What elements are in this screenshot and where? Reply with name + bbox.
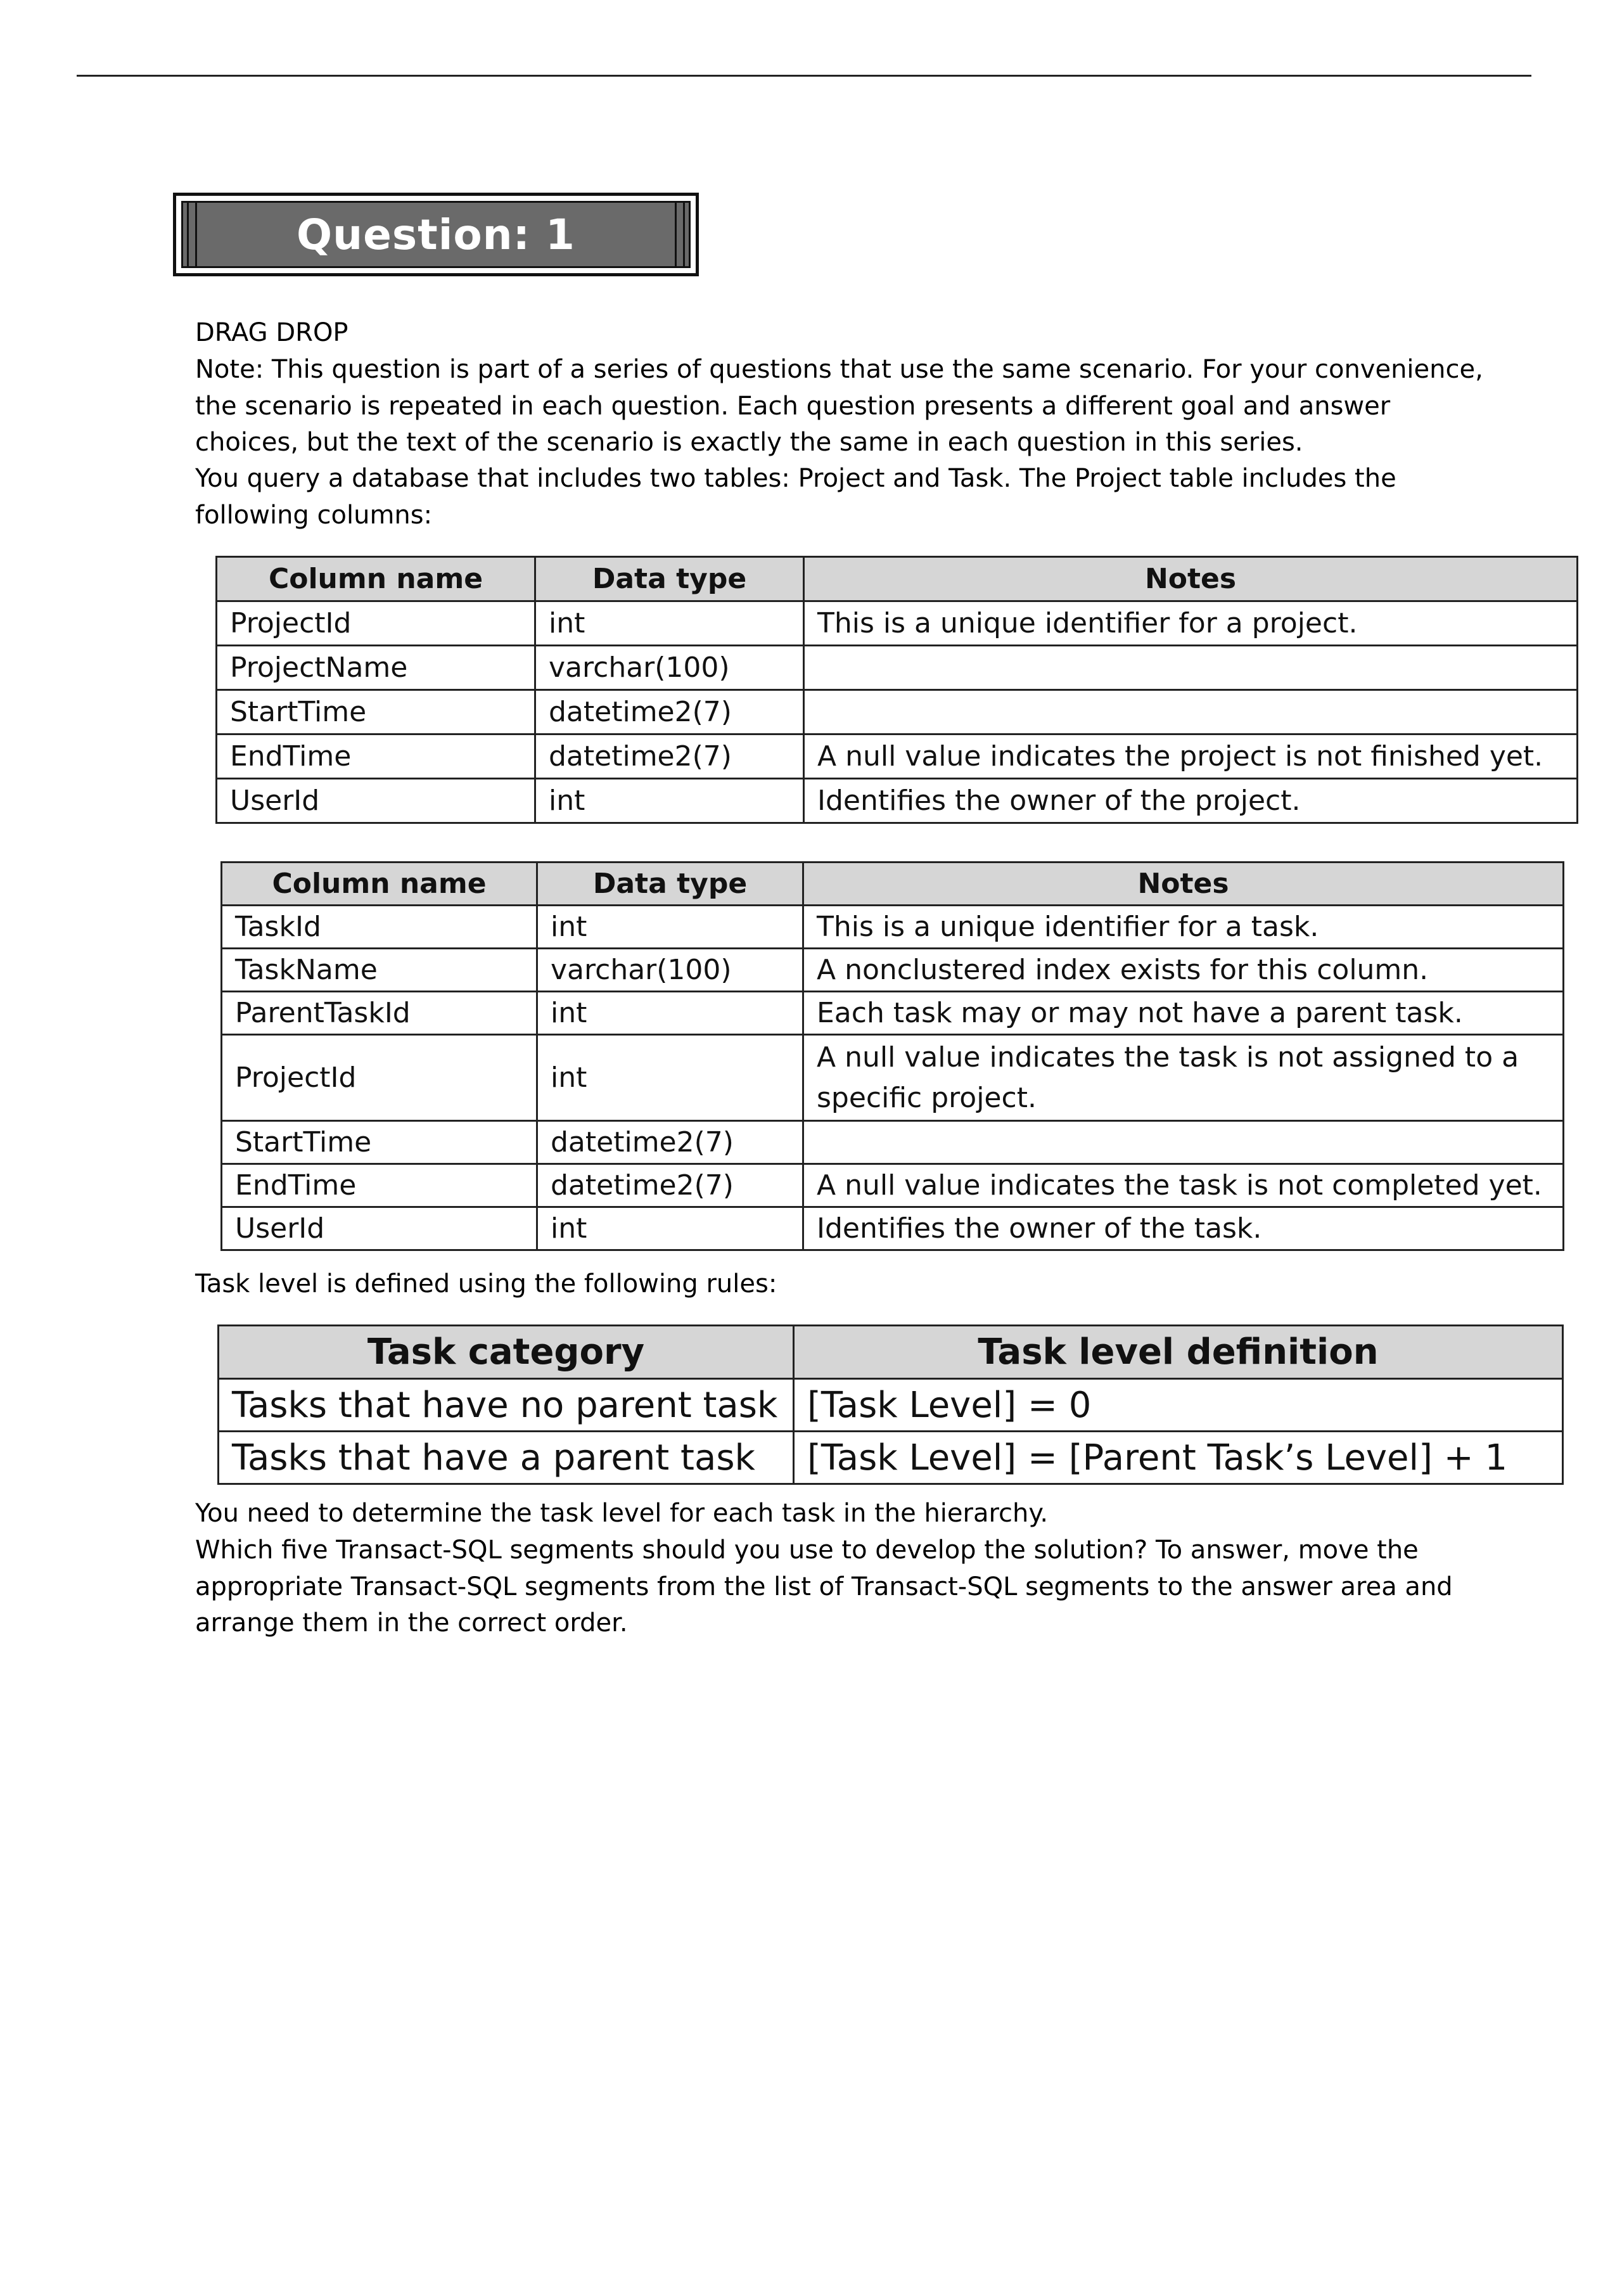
table-cell: A null value indicates the task is not completed yet. bbox=[803, 1164, 1564, 1207]
table-cell: Identifies the owner of the project. bbox=[804, 779, 1578, 823]
table-row bbox=[219, 1379, 1563, 1432]
table-cell: int bbox=[535, 601, 804, 646]
table-row bbox=[217, 779, 1578, 823]
table-cell: datetime2(7) bbox=[535, 690, 804, 734]
table-row bbox=[217, 690, 1578, 734]
question-label: Question: 1 bbox=[297, 210, 575, 259]
table-row bbox=[217, 601, 1578, 646]
column-header: Task category bbox=[219, 1326, 794, 1379]
table-cell: ProjectName bbox=[217, 646, 535, 690]
table-cell: [Task Level] = 0 bbox=[794, 1379, 1563, 1432]
scenario-text: You query a database that includes two tables: Project and Task. The Project table includes the following columns: bbox=[195, 464, 1405, 530]
table-cell: int bbox=[537, 1207, 803, 1250]
goal-text: You need to determine the task level for each task in the hierarchy. bbox=[195, 1499, 1049, 1528]
table-cell: Each task may or may not have a parent task. bbox=[803, 992, 1564, 1035]
rules-intro: Task level is defined using the following rules: bbox=[195, 1269, 777, 1299]
table-cell: ParentTaskId bbox=[222, 992, 537, 1035]
column-header: Notes bbox=[804, 557, 1578, 601]
table-cell: This is a unique identifier for a project. bbox=[804, 601, 1578, 646]
table-cell: datetime2(7) bbox=[537, 1121, 803, 1164]
table-cell: Tasks that have no parent task bbox=[219, 1379, 794, 1432]
table-cell: EndTime bbox=[217, 734, 535, 779]
table-cell: datetime2(7) bbox=[537, 1164, 803, 1207]
table-cell: ProjectId bbox=[222, 1035, 537, 1121]
table-row bbox=[222, 1164, 1564, 1207]
table-cell: int bbox=[537, 1035, 803, 1121]
column-header: Column name bbox=[222, 863, 537, 906]
table-row bbox=[222, 949, 1564, 992]
column-header: Data type bbox=[535, 557, 804, 601]
table-row bbox=[222, 1121, 1564, 1164]
column-header: Task level definition bbox=[794, 1326, 1563, 1379]
top-rule bbox=[77, 75, 1531, 77]
question-type: DRAG DROP bbox=[195, 318, 348, 347]
table-row bbox=[222, 1035, 1564, 1121]
table-cell: StartTime bbox=[217, 690, 535, 734]
task-level-table bbox=[217, 1324, 1564, 1485]
table-row bbox=[222, 1207, 1564, 1250]
table-cell: UserId bbox=[222, 1207, 537, 1250]
table-row bbox=[217, 734, 1578, 779]
table-cell: int bbox=[535, 779, 804, 823]
table-cell: A null value indicates the project is not finished yet. bbox=[804, 734, 1578, 779]
table-cell: Identifies the owner of the task. bbox=[803, 1207, 1564, 1250]
column-header: Notes bbox=[803, 863, 1564, 906]
table-cell: TaskId bbox=[222, 906, 537, 949]
table-cell: A null value indicates the task is not assigned to a specific project. bbox=[803, 1035, 1564, 1121]
table-cell: varchar(100) bbox=[535, 646, 804, 690]
table-row bbox=[222, 906, 1564, 949]
column-header: Column name bbox=[217, 557, 535, 601]
task-table bbox=[220, 861, 1564, 1251]
table-cell: datetime2(7) bbox=[535, 734, 804, 779]
question-badge bbox=[173, 193, 699, 276]
table-cell: UserId bbox=[217, 779, 535, 823]
column-header: Data type bbox=[537, 863, 803, 906]
table-cell: TaskName bbox=[222, 949, 537, 992]
table-cell: StartTime bbox=[222, 1121, 537, 1164]
table-cell: varchar(100) bbox=[537, 949, 803, 992]
table-cell bbox=[803, 1121, 1564, 1164]
table-row bbox=[222, 992, 1564, 1035]
table-cell bbox=[804, 690, 1578, 734]
table-cell: Tasks that have a parent task bbox=[219, 1432, 794, 1484]
scenario-note: Note: This question is part of a series of questions that use the same scenario. For your convenience, the scenario is repeated in each question. Each question presents a different goal and answer choices, but the text of the scenario is exactly the same in each question in this series. bbox=[195, 355, 1491, 457]
table-cell: int bbox=[537, 906, 803, 949]
table-cell: int bbox=[537, 992, 803, 1035]
project-table bbox=[215, 556, 1578, 824]
table-cell: ProjectId bbox=[217, 601, 535, 646]
table-cell: This is a unique identifier for a task. bbox=[803, 906, 1564, 949]
table-row bbox=[217, 646, 1578, 690]
instruction-text: Which five Transact-SQL segments should you use to develop the solution? To answer, move the appropriate Transact-SQL segments from the list of Transact-SQL segments to the answer area and arrange them in the correct order. bbox=[195, 1536, 1461, 1638]
table-cell bbox=[804, 646, 1578, 690]
table-cell: [Task Level] = [Parent Task’s Level] + 1 bbox=[794, 1432, 1563, 1484]
table-cell: A nonclustered index exists for this column. bbox=[803, 949, 1564, 992]
table-row bbox=[219, 1432, 1563, 1484]
table-cell: EndTime bbox=[222, 1164, 537, 1207]
